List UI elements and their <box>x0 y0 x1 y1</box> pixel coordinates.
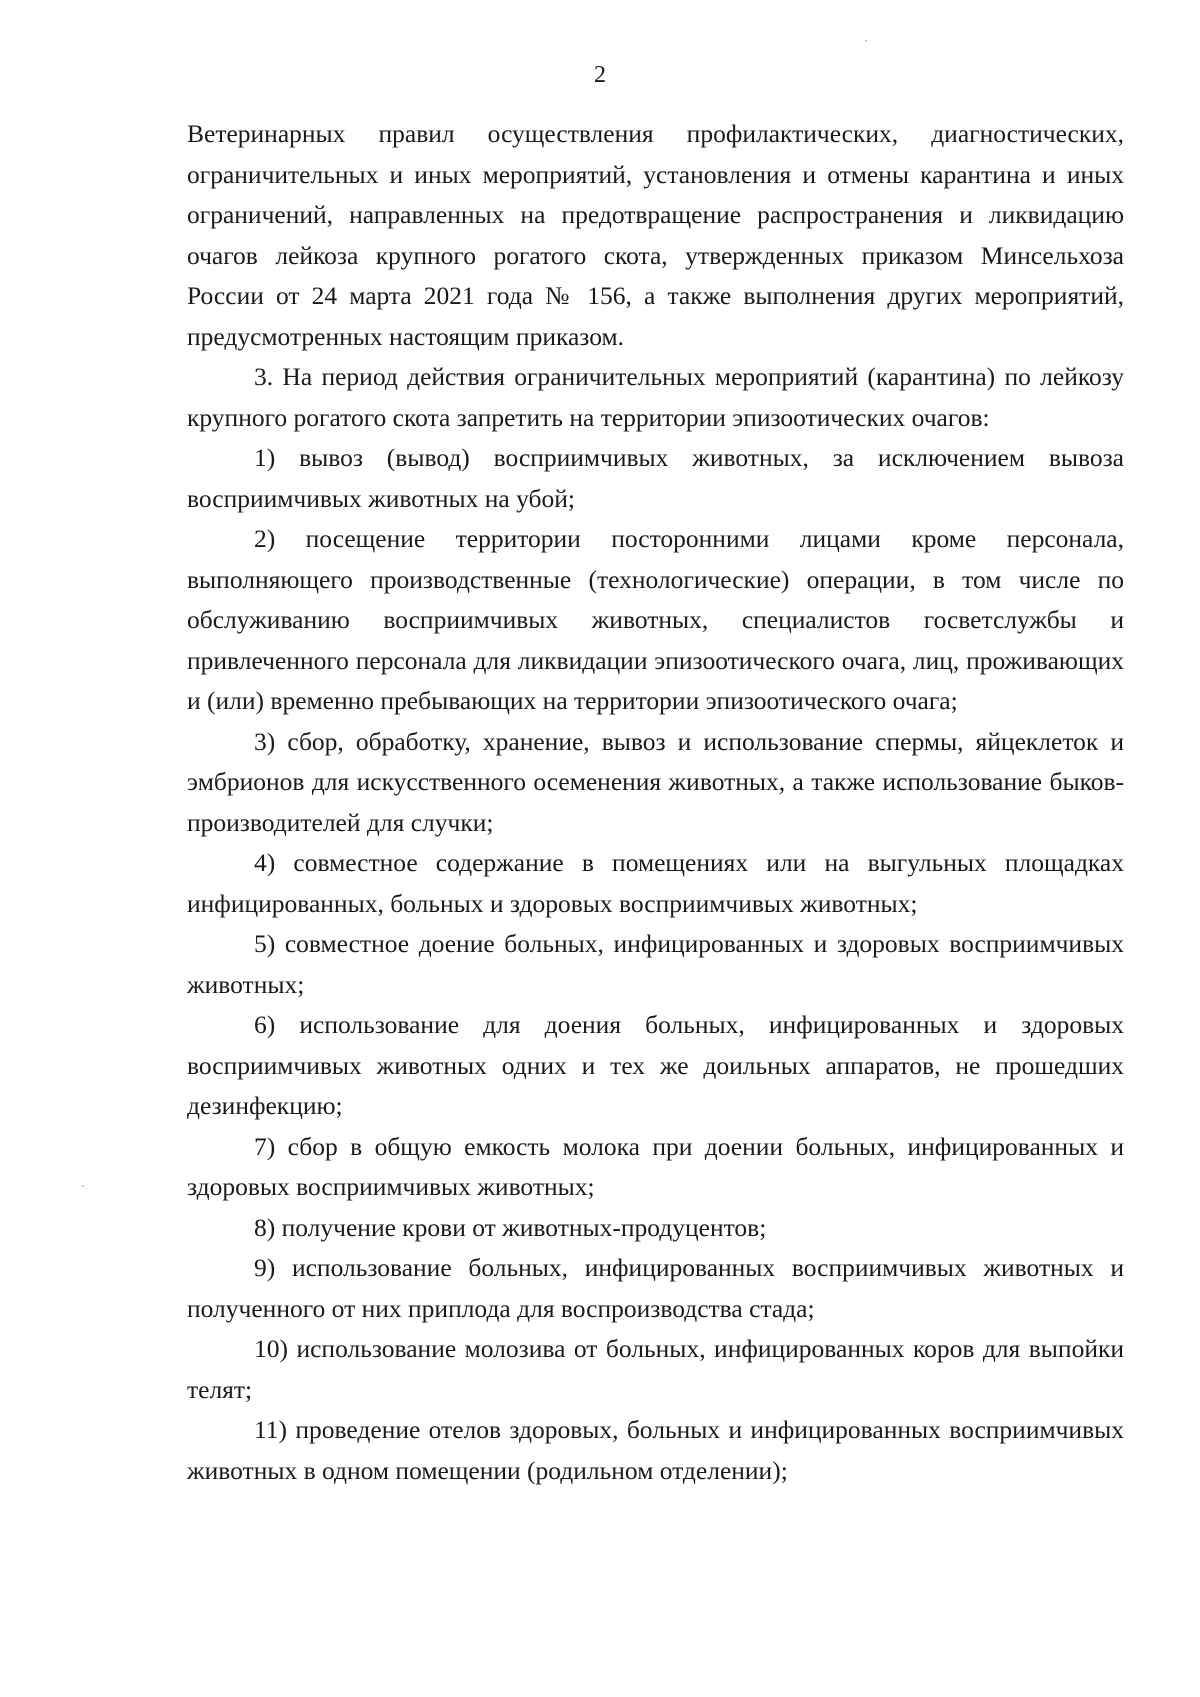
list-item-2: 2) посещение территории посторонними лицами кроме персонала, выполняющего производственные (технологические) операции, в том числе по обслуживанию восприимчивых животных, специалистов госветслужбы и привлеченного персонала для ликвидации эпизоотического очага, лиц, проживающих и (или) временно пребывающих на территории эпизоотического очага; <box>187 524 1124 715</box>
list-item-10: 10) использование молозива от больных, инфицированных коров для выпойки телят; <box>187 1334 1124 1404</box>
list-item-8: 8) получение крови от животных-продуцентов; <box>254 1212 767 1242</box>
list-item-9: 9) использование больных, инфицированных восприимчивых животных и полученного от них приплода для воспроизводства стада; <box>187 1253 1124 1323</box>
list-item-4: 4) совместное содержание в помещениях или на выгульных площадках инфицированных, больных и здоровых восприимчивых животных; <box>187 848 1124 918</box>
list-item-5: 5) совместное доение больных, инфицированных и здоровых восприимчивых животных; <box>187 929 1124 999</box>
paragraph-continuation: Ветеринарных правил осуществления профилактических, диагностических, ограничительных и иных мероприятий, установления и отмены карантина и иных ограничений, направленных на предотвращение распространения и ликвидацию очагов лейкоза крупного рогатого скота, утвержденных приказом Минсельхоза России от 24 марта 2021 года № 156, а также выполнения других мероприятий, предусмотренных настоящим приказом. <box>187 119 1124 351</box>
list-item-3: 3) сбор, обработку, хранение, вывоз и использование спермы, яйцеклеток и эмбрионов для искусственного осеменения животных, а также использование быков-производителей для случки; <box>187 726 1124 837</box>
scan-speck <box>865 40 867 42</box>
list-item-11: 11) проведение отелов здоровых, больных и инфицированных восприимчивых животных в одном помещении (родильном отделении); <box>187 1415 1124 1485</box>
document-body <box>187 114 1124 1491</box>
paragraph-item-3: 3. На период действия ограничительных мероприятий (карантина) по лейкозу крупного рогатого скота запретить на территории эпизоотических очагов: <box>187 362 1124 432</box>
list-item-1: 1) вывоз (вывод) восприимчивых животных, за исключением вывоза восприимчивых животных на убой; <box>187 443 1124 513</box>
list-item-7: 7) сбор в общую емкость молока при доении больных, инфицированных и здоровых восприимчивых животных; <box>187 1131 1124 1201</box>
list-item-6: 6) использование для доения больных, инфицированных и здоровых восприимчивых животных одних и тех же доильных аппаратов, не прошедших дезинфекцию; <box>187 1010 1124 1120</box>
page-number: 2 <box>594 62 606 88</box>
scan-speck <box>82 1185 84 1187</box>
